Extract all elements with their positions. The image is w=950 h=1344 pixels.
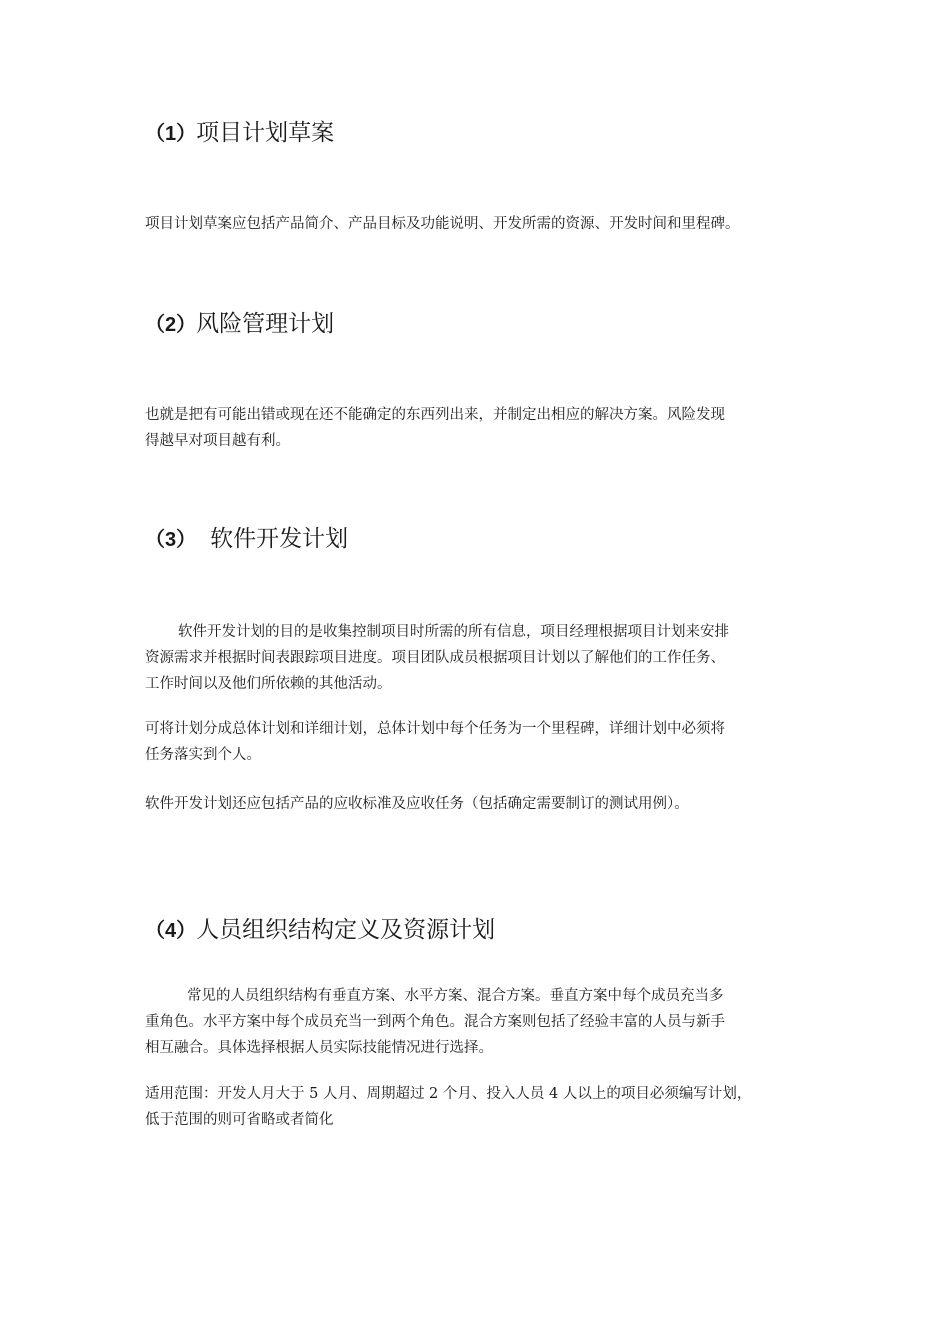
text-line: 可将计划分成总体计划和详细计划，总体计划中每个任务为一个里程碑，详细计划中必须将: [145, 721, 725, 737]
section-2-title: 风险管理计划: [196, 311, 335, 337]
section-4-title: 人员组织结构定义及资源计划: [196, 917, 496, 943]
text-line: 低于范围的则可省略或者简化: [145, 1112, 334, 1128]
text-line: 资源需求并根据时间表跟踪项目进度。项目团队成员根据项目计划以了解他们的工作任务、: [145, 650, 725, 666]
section-3-title: 软件开发计划: [210, 526, 349, 552]
text-line: 任务落实到个人。: [145, 747, 261, 763]
section-1-number: （1）: [145, 123, 197, 145]
section-3-paragraph-3: [145, 791, 809, 817]
section-2-paragraph-1: [145, 402, 809, 454]
text-line: 软件开发计划还应包括产品的应收标准及应收任务（包括确定需要制订的测试用例）。: [145, 796, 689, 812]
text-line: 软件开发计划的目的是收集控制项目时所需的所有信息，项目经理根据项目计划来安排: [178, 624, 729, 640]
text-line: 得越早对项目越有利。: [145, 433, 290, 449]
text-line: 工作时间以及他们所依赖的其他活动。: [145, 676, 392, 692]
section-4-heading: [145, 915, 495, 946]
section-4-paragraph-1: [145, 983, 809, 1061]
section-2-number: （2）: [145, 314, 197, 336]
section-3-heading: [145, 524, 348, 555]
section-1-title: 项目计划草案: [196, 120, 335, 146]
section-3-paragraph-2: [145, 716, 809, 768]
section-1-paragraph-1: [145, 211, 809, 237]
section-1-heading: [145, 118, 334, 149]
text-line: 适用范围：开发人月大于 5 人月、周期超过 2 个月、投入人员 4 人以上的项目必须编写计划，: [145, 1086, 752, 1102]
text-line: 常见的人员组织结构有垂直方案、水平方案、混合方案。垂直方案中每个成员充当多: [187, 988, 724, 1004]
section-4-paragraph-2: [145, 1081, 809, 1133]
section-3-number: （3）: [145, 529, 197, 551]
text-line: 相互融合。具体选择根据人员实际技能情况进行选择。: [145, 1040, 493, 1056]
text-line: 重角色。水平方案中每个成员充当一到两个角色。混合方案则包括了经验丰富的人员与新手: [145, 1014, 725, 1030]
section-4-number: （4）: [145, 920, 197, 942]
text-line: 也就是把有可能出错或现在还不能确定的东西列出来，并制定出相应的解决方案。风险发现: [145, 407, 725, 423]
section-3-paragraph-1: [145, 619, 809, 697]
text-line: 项目计划草案应包括产品简介、产品目标及功能说明、开发所需的资源、开发时间和里程碑。: [145, 216, 740, 232]
section-2-heading: [145, 309, 334, 340]
